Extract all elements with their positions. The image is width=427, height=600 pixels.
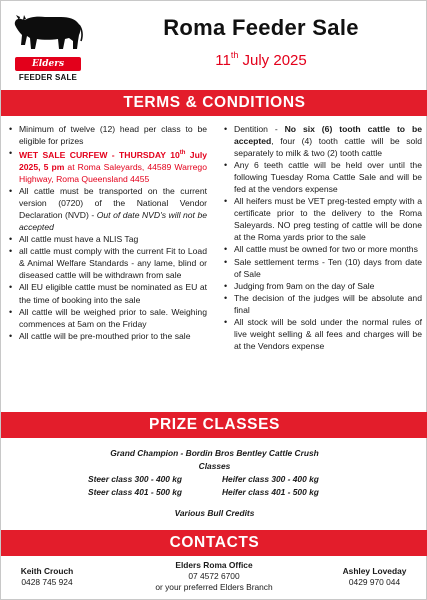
term-item: • Judging from 9am on the day of Sale: [222, 280, 422, 292]
term-item: • Any 6 teeth cattle will be held over until the following Tuesday Roma Cattle Sale and will be fed at the vendors expense: [222, 159, 422, 195]
contact-phone: 0429 970 044: [348, 577, 401, 587]
contact-office: [129, 560, 299, 592]
term-item: • All cattle will be pre-mouthed prior to the sale: [7, 330, 207, 342]
grand-champion: Grand Champion - Bordin Bros Bentley Cattle Crush: [110, 448, 319, 458]
contact-name: Ashley Loveday: [342, 566, 407, 576]
terms-right-column: [222, 123, 422, 352]
bull-icon: [11, 11, 85, 53]
term-item: • All cattle must be transported on the current version (0720) of the National Vendor Declaration (NVD) - Out of date NVD's will not be accepted: [7, 185, 207, 233]
term-item: • All heifers must be VET preg-tested empty with a certificate prior to the delivery to the Roma Saleyards. NO preg testing of cattle will be done at the Roma yards prior to the sale: [222, 195, 422, 243]
logo-caption: FEEDER SALE: [18, 73, 78, 82]
steer-class-2: Steer class 401 - 500 kg: [88, 487, 183, 497]
terms-heading: TERMS & CONDITIONS: [1, 90, 427, 116]
term-item: • All cattle will be weighed prior to sale. Weighing commences at 5am on the Friday: [7, 306, 207, 330]
contact-name: Elders Roma Office: [175, 560, 253, 570]
terms-left-column: [7, 123, 207, 342]
term-item: • All cattle must be owned for two or more months: [222, 243, 422, 255]
term-item: • All EU eligible cattle must be nominated as EU at the time of booking into the sale: [7, 281, 207, 305]
contacts-heading: CONTACTS: [1, 530, 427, 556]
page-title: Roma Feeder Sale: [163, 15, 359, 40]
contact-phone: 0428 745 924: [21, 577, 73, 587]
term-item: • The decision of the judges will be absolute and final: [222, 292, 422, 316]
steer-class-1: Steer class 300 - 400 kg: [88, 474, 183, 484]
date-suffix: th: [230, 50, 239, 60]
contact-phone: 07 4572 6700: [188, 571, 240, 581]
term-item: • all cattle must comply with the current Fit to Load & Animal Welfare Standards - any lame, blind or diseased cattle will be withdrawn from sale: [7, 245, 207, 281]
sale-date: [101, 51, 421, 69]
classes-label: Classes: [198, 461, 231, 471]
contact-keith: [7, 566, 87, 587]
elders-badge: Elders: [15, 57, 81, 71]
term-item: • All cattle must have a NLIS Tag: [7, 233, 207, 245]
contact-name: Keith Crouch: [20, 566, 74, 576]
date-day: 11: [215, 52, 231, 69]
term-item: • Dentition - No six (6) tooth cattle to be accepted, four (4) tooth cattle will be sold separately to milk & two (2) tooth cattle: [222, 123, 422, 159]
heifer-class-2: Heifer class 401 - 500 kg: [222, 487, 319, 497]
elders-logo: [9, 7, 87, 83]
term-item: • Sale settlement terms - Ten (10) days from date of Sale: [222, 256, 422, 280]
contact-ashley: [327, 566, 422, 587]
bull-credits: Various Bull Credits: [174, 508, 255, 518]
date-rest: July 2025: [238, 52, 307, 69]
term-item: • WET SALE CURFEW - THURSDAY 10th July 2025, 5 pm at Roma Saleyards, 44589 Warrego Highway, Roma Queensland 4455: [7, 147, 207, 185]
term-item: • All stock will be sold under the normal rules of live weight selling & all fees and charges will be at the Vendors expense: [222, 316, 422, 352]
prize-classes-heading: PRIZE CLASSES: [1, 412, 427, 438]
term-item: • Minimum of twelve (12) head per class to be eligible for prizes: [7, 123, 207, 147]
contact-note: or your preferred Elders Branch: [155, 582, 273, 592]
header: [1, 1, 427, 87]
heifer-class-1: Heifer class 300 - 400 kg: [222, 474, 319, 484]
